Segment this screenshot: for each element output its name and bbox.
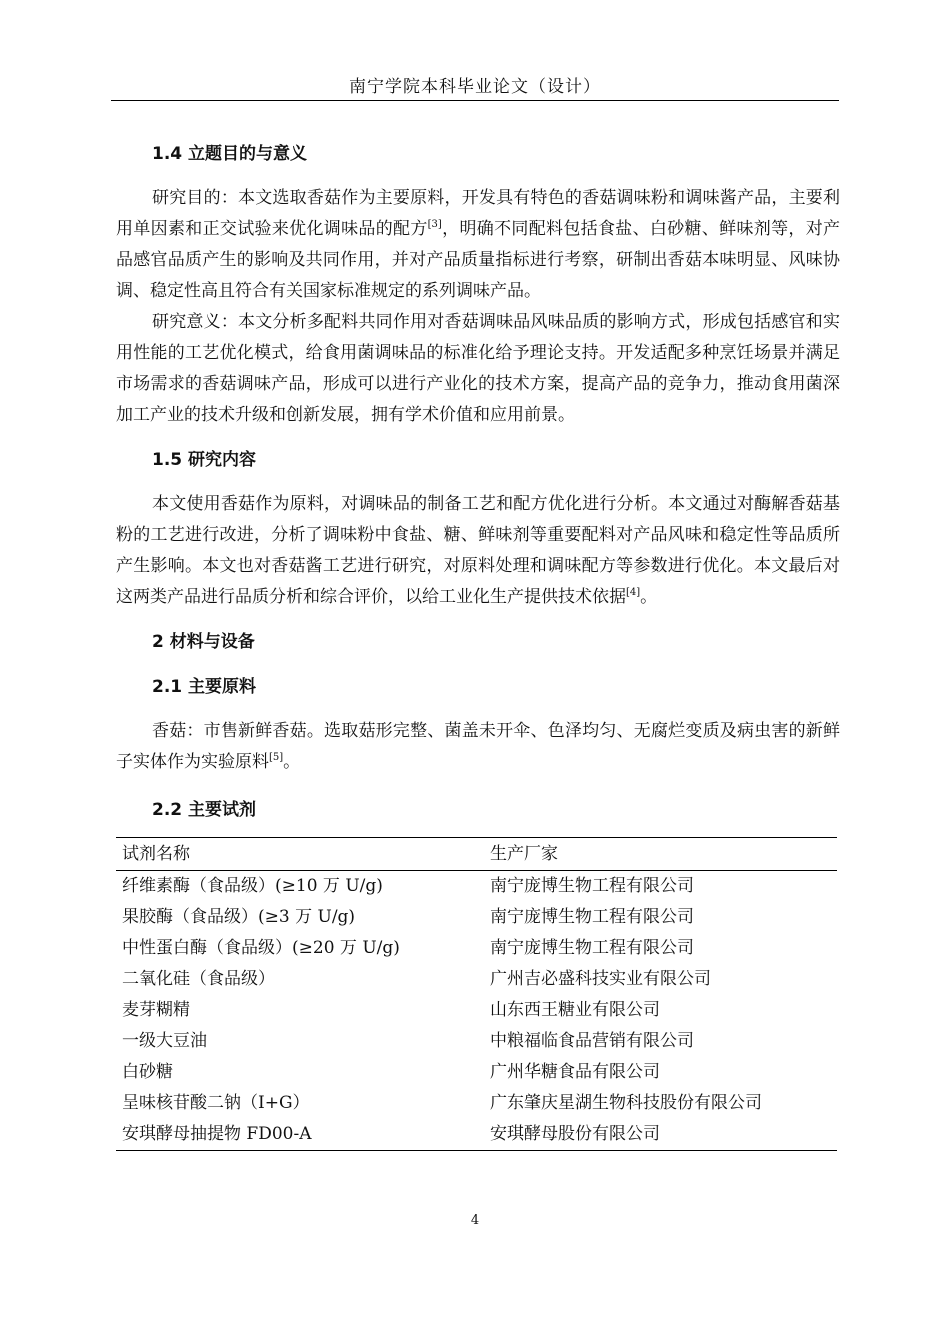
reagent-name-cell: 安琪酵母抽提物 FD00-A xyxy=(116,1119,484,1151)
paragraph-text: 。 xyxy=(640,587,658,607)
section-heading-1-5: 1.5 研究内容 xyxy=(152,450,257,470)
document-body xyxy=(116,138,840,1151)
reagent-name-cell: 二氧化硅（食品级） xyxy=(122,969,275,989)
table-row xyxy=(116,995,837,1026)
section-heading-2-2: 2.2 主要试剂 xyxy=(152,800,257,820)
reagent-name-cell: 纤维素酶（食品级）(≥10 万 U/g) xyxy=(122,876,383,896)
table-header-row xyxy=(116,838,837,871)
paragraph-raw-materials xyxy=(116,716,840,778)
manufacturer-cell: 中粮福临食品营销有限公司 xyxy=(490,1031,694,1051)
column-header-reagent-name: 试剂名称 xyxy=(116,838,484,871)
reagent-name-cell: 一级大豆油 xyxy=(122,1031,207,1051)
citation-ref: [3] xyxy=(427,219,442,230)
table-row xyxy=(116,933,837,964)
reagent-name-cell: 白砂糖 xyxy=(122,1062,173,1082)
paragraph-text: 研究目的：本文选取香菇作为主要原料，开发具有特色的香菇调味粉和调味酱产品，主要利用单因素和正交试验来优化调味品的配方 xyxy=(116,188,840,239)
manufacturer-cell: 安琪酵母股份有限公司 xyxy=(484,1119,837,1151)
paragraph-text: ，明确不同配料包括食盐、白砂糖、鲜味剂等，对产品感官品质产生的影响及共同作用，并对产品质量指标进行考察，研制出香菇本味明显、风味协调、稳定性高且符合有关国家标准规定的系列调味产品。 xyxy=(116,219,841,301)
table-row xyxy=(116,964,837,995)
reagent-name-cell: 麦芽糊精 xyxy=(122,1000,190,1020)
manufacturer-cell: 广州华糖食品有限公司 xyxy=(490,1062,660,1082)
page-header: 南宁学院本科毕业论文（设计） xyxy=(349,77,601,97)
citation-ref: [5] xyxy=(269,752,284,763)
paragraph-research-content xyxy=(116,489,840,613)
manufacturer-cell: 广州吉必盛科技实业有限公司 xyxy=(490,969,711,989)
section-heading-2: 2 材料与设备 xyxy=(152,632,255,652)
table-row xyxy=(116,1057,837,1088)
table-row xyxy=(116,1119,837,1151)
paragraph-text: 。 xyxy=(283,752,301,772)
paragraph-text: 本文使用香菇作为原料，对调味品的制备工艺和配方优化进行分析。本文通过对酶解香菇基粉的工艺进行改进，分析了调味粉中食盐、糖、鲜味剂等重要配料对产品风味和稳定性等品质所产生影响。本文也对香菇酱工艺进行研究，对原料处理和调味配方等参数进行优化。本文最后对这两类产品进行品质分析和综合评价，以给工业化生产提供技术依据 xyxy=(116,494,840,607)
reagent-name-cell: 呈味核苷酸二钠（I+G） xyxy=(122,1093,310,1113)
manufacturer-cell: 南宁庞博生物工程有限公司 xyxy=(490,907,694,927)
paragraph-text: 香菇：市售新鲜香菇。选取菇形完整、菌盖未开伞、色泽均匀、无腐烂变质及病虫害的新鲜子实体作为实验原料 xyxy=(116,721,840,772)
manufacturer-cell: 山东西王糖业有限公司 xyxy=(490,1000,660,1020)
manufacturer-cell: 广东肇庆星湖生物科技股份有限公司 xyxy=(490,1093,762,1113)
manufacturer-cell: 南宁庞博生物工程有限公司 xyxy=(490,938,694,958)
table-row xyxy=(116,1026,837,1057)
table-row xyxy=(116,902,837,933)
reagent-name-cell: 果胶酶（食品级）(≥3 万 U/g) xyxy=(122,907,356,927)
paragraph-research-significance: 研究意义：本文分析多配料共同作用对香菇调味品风味品质的影响方式，形成包括感官和实用性能的工艺优化模式，给食用菌调味品的标准化给予理论支持。开发适配多种烹饪场景并满足市场需求的香菇调味产品，形成可以进行产业化的技术方案，提高产品的竞争力，推动食用菌深加工产业的技术升级和创新发展，拥有学术价值和应用前景。 xyxy=(116,312,840,425)
section-heading-2-1: 2.1 主要原料 xyxy=(152,677,257,697)
paragraph-research-purpose xyxy=(116,183,840,307)
reagent-name-cell: 中性蛋白酶（食品级）(≥20 万 U/g) xyxy=(122,938,400,958)
page-number: 4 xyxy=(470,1213,480,1228)
header-divider xyxy=(111,100,839,101)
table-row xyxy=(116,1088,837,1119)
reagents-table xyxy=(116,837,837,1151)
table-row xyxy=(116,871,837,903)
citation-ref: [4] xyxy=(626,587,641,598)
column-header-manufacturer: 生产厂家 xyxy=(484,838,837,871)
manufacturer-cell: 南宁庞博生物工程有限公司 xyxy=(490,876,694,896)
section-heading-1-4: 1.4 立题目的与意义 xyxy=(152,144,308,164)
